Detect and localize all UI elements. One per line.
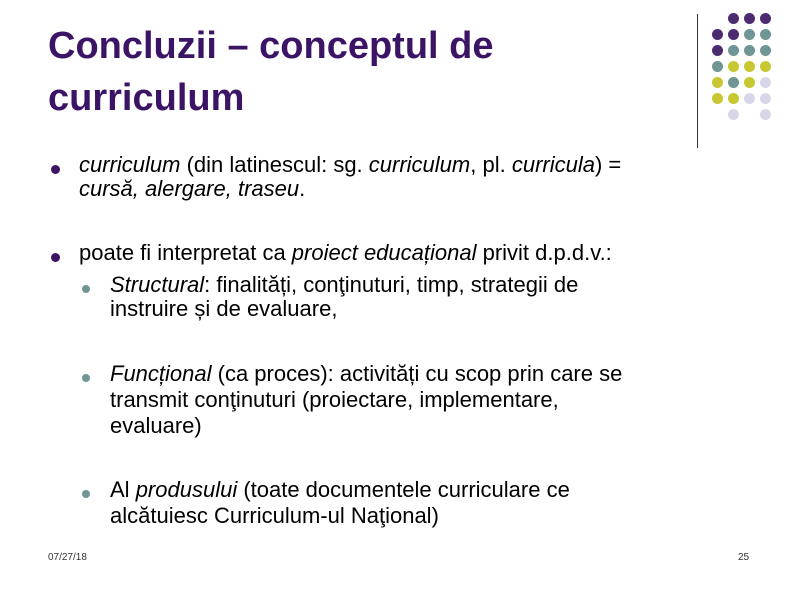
slide-number: 25 <box>738 552 750 563</box>
slide-title <box>48 20 668 124</box>
decorative-dot <box>744 77 755 88</box>
text-run: privit d.p.d.v.: <box>476 240 612 265</box>
italic-term: proiect educațional <box>291 240 477 265</box>
decorative-dot <box>744 93 755 104</box>
bullet-text-line <box>110 503 439 529</box>
title-line-2: curriculum <box>48 77 245 119</box>
bullet-text-line <box>110 387 559 413</box>
text-run: . <box>299 176 306 201</box>
text-run: poate fi interpretat ca <box>79 240 292 265</box>
decorative-dot-grid <box>700 0 800 140</box>
decorative-dot <box>712 93 723 104</box>
text-run: (ca proces): activități cu scop prin care se <box>211 361 623 386</box>
decorative-dot <box>760 93 771 104</box>
decorative-dot <box>712 29 723 40</box>
decorative-dot <box>728 61 739 72</box>
decorative-dot <box>760 61 771 72</box>
decorative-dot <box>744 61 755 72</box>
bullet-point <box>51 165 60 174</box>
bullet-text-line <box>110 296 337 322</box>
decorative-dot <box>712 77 723 88</box>
decorative-dot <box>728 29 739 40</box>
italic-term: cursă, alergare, traseu <box>79 176 300 201</box>
decorative-dot <box>760 109 771 120</box>
decorative-dot <box>760 45 771 56</box>
sub-bullet-point <box>82 374 90 382</box>
decorative-dot <box>728 77 739 88</box>
text-run: , pl. <box>470 152 512 177</box>
italic-term: Funcțional <box>110 361 212 386</box>
decorative-dot <box>728 109 739 120</box>
decorative-divider <box>697 14 698 148</box>
text-run: instruire și de evaluare, <box>110 296 338 321</box>
text-run: (toate documentele curriculare ce <box>237 477 570 502</box>
text-run: : finalități, conţinuturi, timp, strategii de <box>204 272 579 297</box>
decorative-dot <box>744 29 755 40</box>
italic-term: curriculum <box>79 152 181 177</box>
text-run: ) = <box>594 152 622 177</box>
bullet-text-line <box>79 176 305 202</box>
italic-term: Structural <box>110 272 205 297</box>
decorative-dot <box>712 45 723 56</box>
italic-term: curriculum <box>368 152 471 177</box>
text-run: Al <box>110 477 136 502</box>
bullet-point <box>51 253 60 262</box>
footer-date: 07/27/18 <box>48 552 87 563</box>
bullet-text-line <box>79 152 621 178</box>
sub-bullet-point <box>82 285 90 293</box>
text-run: evaluare) <box>110 413 202 438</box>
decorative-dot <box>712 61 723 72</box>
bullet-text-line <box>79 240 612 266</box>
bullet-text-line <box>110 361 622 387</box>
text-run: (din latinescul: sg. <box>180 152 369 177</box>
text-run: alcătuiesc Curriculum-ul Naţional) <box>110 503 439 528</box>
decorative-dot <box>760 29 771 40</box>
title-line-1: Concluzii – conceptul de <box>48 25 494 67</box>
decorative-dot <box>760 13 771 24</box>
italic-term: curricula <box>511 152 595 177</box>
decorative-dot <box>728 45 739 56</box>
decorative-dot <box>744 45 755 56</box>
decorative-dot <box>744 13 755 24</box>
italic-term: produsului <box>135 477 238 502</box>
decorative-dot <box>760 77 771 88</box>
sub-bullet-point <box>82 490 90 498</box>
decorative-dot <box>728 93 739 104</box>
bullet-text-line <box>110 413 202 439</box>
text-run: transmit conţinuturi (proiectare, implementare, <box>110 387 559 412</box>
bullet-text-line <box>110 272 578 298</box>
bullet-text-line <box>110 477 570 503</box>
decorative-dot <box>728 13 739 24</box>
